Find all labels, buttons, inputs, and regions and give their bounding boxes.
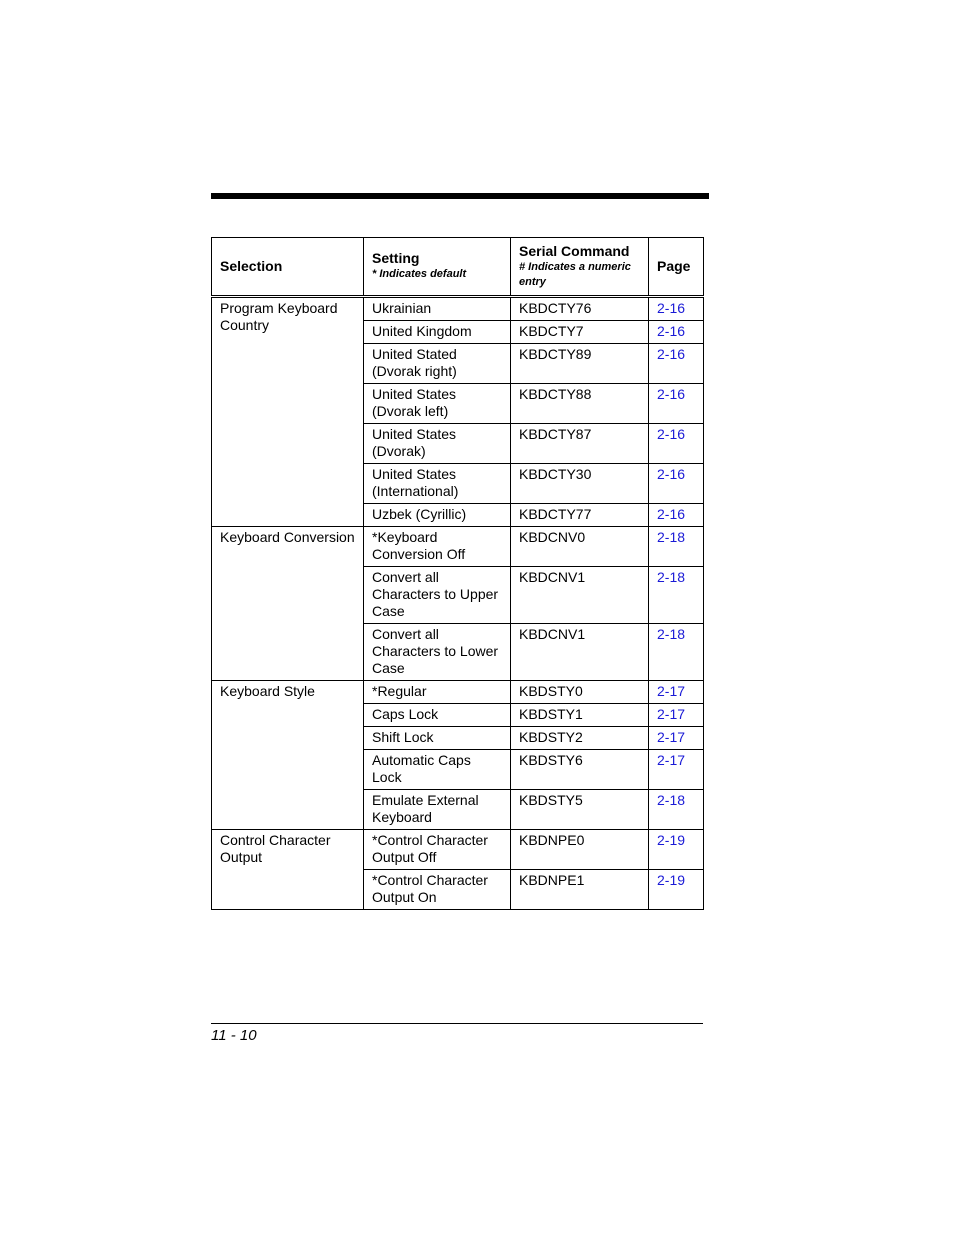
setting-cell: Emulate External Keyboard [364, 790, 511, 830]
serial-command-cell: KBDSTY6 [511, 750, 649, 790]
header-page: Page [649, 238, 704, 297]
page-cell [649, 681, 704, 704]
serial-command-cell: KBDCNV0 [511, 527, 649, 567]
page-cell [649, 344, 704, 384]
serial-command-cell: KBDCNV1 [511, 567, 649, 624]
serial-command-cell: KBDCTY7 [511, 321, 649, 344]
page-cell [649, 790, 704, 830]
table-header-row [212, 238, 704, 297]
page-link[interactable]: 2-16 [657, 300, 686, 316]
page-link[interactable]: 2-16 [657, 346, 686, 362]
table-row [212, 527, 704, 567]
page-cell [649, 567, 704, 624]
table-body [212, 297, 704, 910]
page-link[interactable]: 2-16 [657, 466, 686, 482]
page-cell [649, 384, 704, 424]
setting-cell: Convert all Characters to Lower Case [364, 624, 511, 681]
page-cell [649, 830, 704, 870]
selection-cell: Keyboard Style [212, 681, 364, 830]
page-cell [649, 424, 704, 464]
setting-cell: *Keyboard Conversion Off [364, 527, 511, 567]
page-cell [649, 750, 704, 790]
page-link[interactable]: 2-17 [657, 752, 686, 768]
setting-cell: *Control Character Output Off [364, 830, 511, 870]
serial-command-cell: KBDNPE0 [511, 830, 649, 870]
setting-cell: United States (Dvorak left) [364, 384, 511, 424]
setting-cell: United States (International) [364, 464, 511, 504]
setting-cell: United States (Dvorak) [364, 424, 511, 464]
command-table [211, 237, 704, 910]
header-setting: Setting * Indicates default [364, 238, 511, 297]
page-cell [649, 727, 704, 750]
page-link[interactable]: 2-18 [657, 569, 686, 585]
serial-command-cell: KBDCTY30 [511, 464, 649, 504]
serial-command-cell: KBDSTY2 [511, 727, 649, 750]
page-link[interactable]: 2-17 [657, 683, 686, 699]
setting-cell: *Control Character Output On [364, 870, 511, 910]
selection-cell: Control Character Output [212, 830, 364, 910]
setting-cell: Shift Lock [364, 727, 511, 750]
page-link[interactable]: 2-16 [657, 386, 686, 402]
serial-command-cell: KBDNPE1 [511, 870, 649, 910]
bottom-rule [211, 1023, 703, 1024]
page-cell [649, 527, 704, 567]
setting-cell: Convert all Characters to Upper Case [364, 567, 511, 624]
top-rule [211, 193, 709, 199]
page-link[interactable]: 2-18 [657, 529, 686, 545]
serial-command-cell: KBDCTY76 [511, 297, 649, 321]
serial-command-cell: KBDCNV1 [511, 624, 649, 681]
serial-command-cell: KBDCTY88 [511, 384, 649, 424]
table-row [212, 681, 704, 704]
header-serial-note-1: # Indicates a numeric [519, 260, 631, 273]
table-row [212, 830, 704, 870]
page-link[interactable]: 2-17 [657, 729, 686, 745]
page-link[interactable]: 2-17 [657, 706, 686, 722]
serial-command-cell: KBDSTY1 [511, 704, 649, 727]
table-row [212, 297, 704, 321]
page-link[interactable]: 2-16 [657, 323, 686, 339]
header-serial-command: Serial Command # Indicates a numeric entry [511, 238, 649, 297]
serial-command-cell: KBDCTY89 [511, 344, 649, 384]
serial-command-cell: KBDSTY5 [511, 790, 649, 830]
serial-command-cell: KBDCTY87 [511, 424, 649, 464]
page-cell [649, 870, 704, 910]
page-link[interactable]: 2-19 [657, 872, 686, 888]
page-cell [649, 321, 704, 344]
page-link[interactable]: 2-18 [657, 792, 686, 808]
serial-command-cell: KBDSTY0 [511, 681, 649, 704]
setting-cell: United Stated (Dvorak right) [364, 344, 511, 384]
header-serial-note-2: entry [519, 275, 546, 288]
setting-cell: Automatic Caps Lock [364, 750, 511, 790]
serial-command-cell: KBDCTY77 [511, 504, 649, 527]
setting-cell: Uzbek (Cyrillic) [364, 504, 511, 527]
setting-cell: *Regular [364, 681, 511, 704]
page-cell [649, 464, 704, 504]
selection-cell: Keyboard Conversion [212, 527, 364, 681]
page-cell [649, 504, 704, 527]
selection-cell: Program Keyboard Country [212, 297, 364, 527]
page-link[interactable]: 2-19 [657, 832, 686, 848]
page-link[interactable]: 2-16 [657, 506, 686, 522]
page-cell [649, 704, 704, 727]
setting-cell: United Kingdom [364, 321, 511, 344]
header-selection: Selection [212, 238, 364, 297]
setting-cell: Caps Lock [364, 704, 511, 727]
page-link[interactable]: 2-16 [657, 426, 686, 442]
page-cell [649, 624, 704, 681]
page-cell [649, 297, 704, 321]
page-number: 11 - 10 [211, 1027, 257, 1044]
page-link[interactable]: 2-18 [657, 626, 686, 642]
header-setting-note: * Indicates default [372, 268, 467, 280]
setting-cell: Ukrainian [364, 297, 511, 321]
